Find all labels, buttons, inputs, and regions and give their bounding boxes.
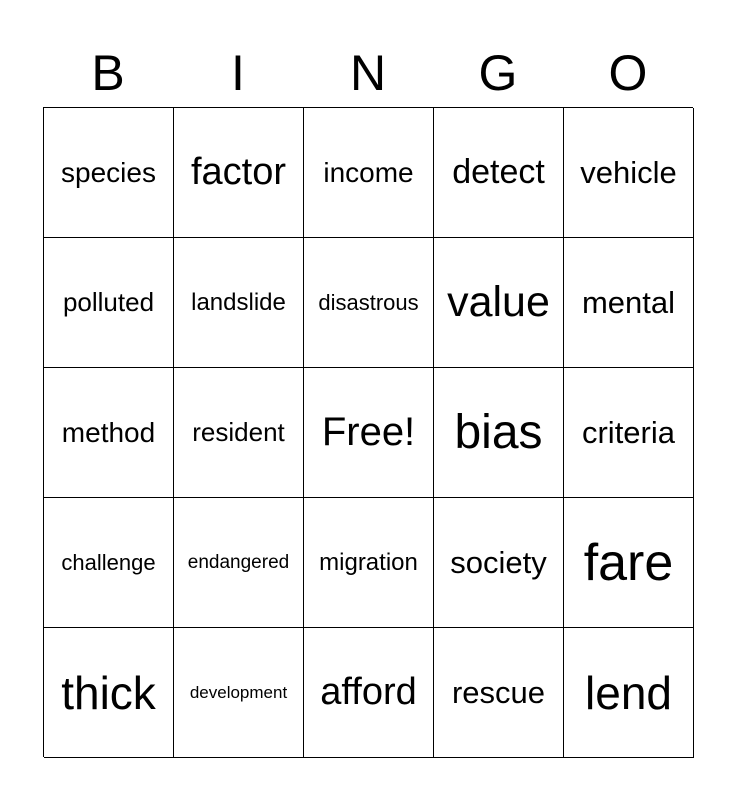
bingo-cell: method — [44, 368, 174, 498]
bingo-cell: rescue — [434, 628, 564, 758]
header-letter-i: I — [231, 45, 245, 101]
bingo-cell: landslide — [174, 238, 304, 368]
header-letter-b: B — [91, 45, 125, 101]
bingo-cell: afford — [304, 628, 434, 758]
bingo-cell: criteria — [564, 368, 694, 498]
header-letter-g: G — [478, 45, 518, 101]
bingo-cell: detect — [434, 108, 564, 238]
header-letter-n: N — [349, 45, 387, 101]
bingo-cell: factor — [174, 108, 304, 238]
bingo-cell: development — [174, 628, 304, 758]
bingo-cell: migration — [304, 498, 434, 628]
bingo-cell: thick — [44, 628, 174, 758]
bingo-cell: resident — [174, 368, 304, 498]
bingo-cell: bias — [434, 368, 564, 498]
bingo-board — [43, 107, 693, 757]
bingo-cell: society — [434, 498, 564, 628]
bingo-cell: mental — [564, 238, 694, 368]
bingo-cell: disastrous — [304, 238, 434, 368]
bingo-cell: challenge — [44, 498, 174, 628]
bingo-cell: polluted — [44, 238, 174, 368]
bingo-cell: species — [44, 108, 174, 238]
header-letter-o: O — [608, 45, 648, 101]
free-space: Free! — [304, 368, 434, 498]
bingo-header — [43, 40, 693, 106]
bingo-cell: fare — [564, 498, 694, 628]
bingo-cell: vehicle — [564, 108, 694, 238]
bingo-cell: lend — [564, 628, 694, 758]
bingo-cell: endangered — [174, 498, 304, 628]
bingo-cell: income — [304, 108, 434, 238]
bingo-cell: value — [434, 238, 564, 368]
